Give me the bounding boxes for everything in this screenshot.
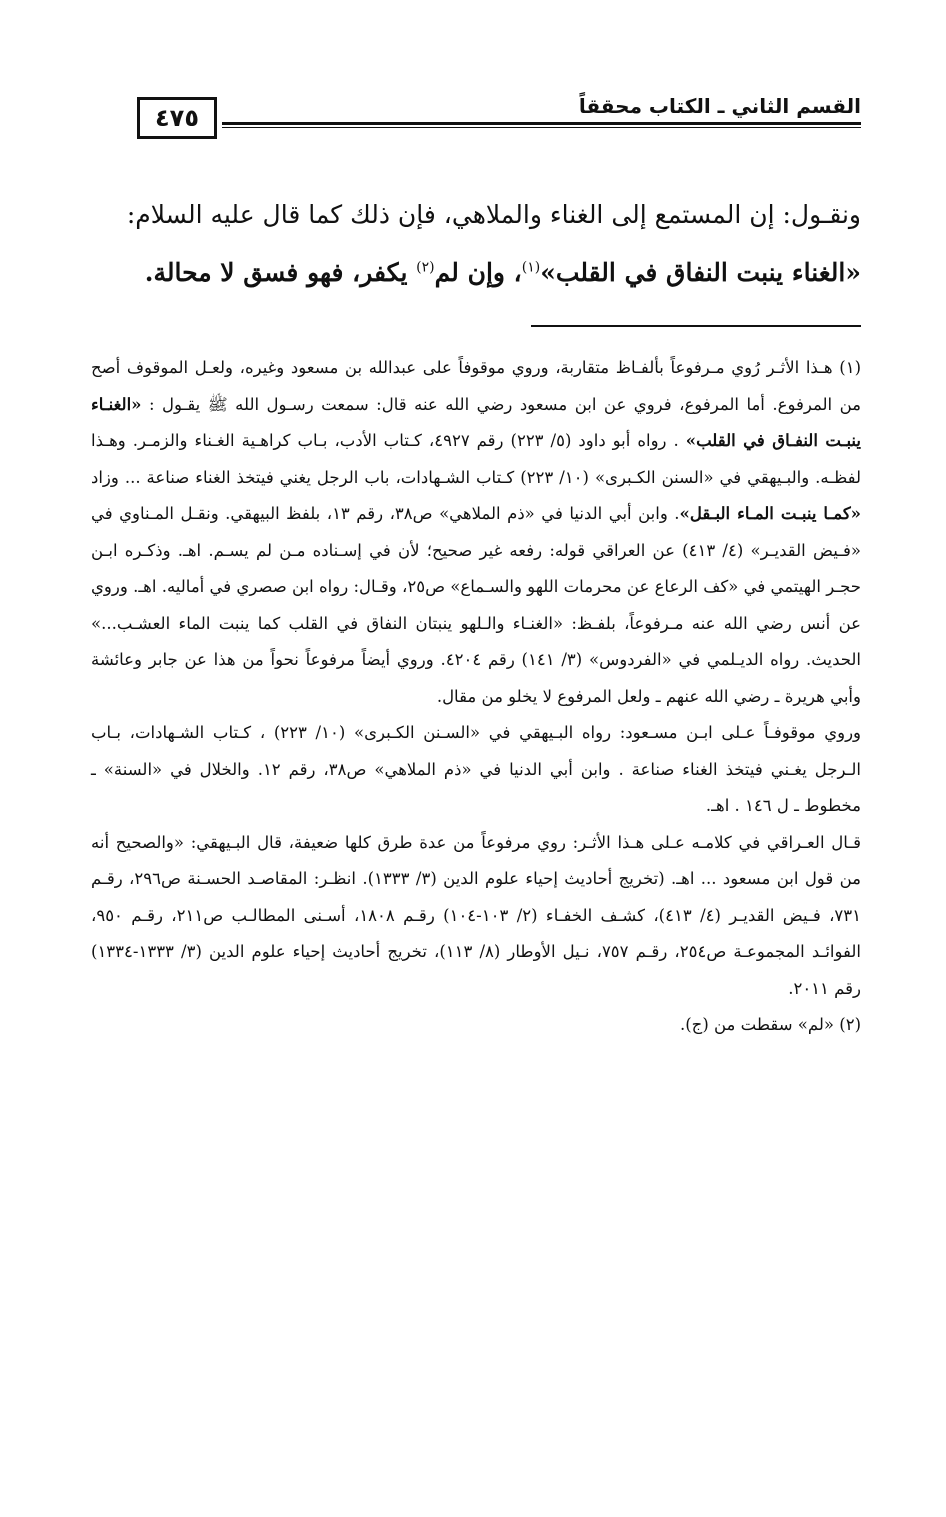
footnotes [91,350,861,1044]
footnote-1 [91,350,861,715]
footnote-2: (٢) «لم» سقطت من (ج). [679,1015,861,1034]
main-line-2 [91,244,861,302]
footnote-1-text-a: (١) هـذا الأثـر رُوي مـرفوعاً بألفـاظ متقاربة، وروي موقوفاً على عبدالله بن مسعود وغيره، ولعـل الموقوف أصح من المرفوع. أما المرفوع، فروي عن ابن مسعود رضي الله عنه قال: سمعت رسـول الله ﷺ يقـول : [91,358,861,414]
running-title: القسم الثاني ـ الكتاب محققاً [578,94,861,118]
footnote-1-quote-b: «كمـا ينبـت المـاء البـقل» [679,504,861,523]
footnote-1-text-b: . رواه أبو داود (٥/ ٢٢٣) رقم ٤٩٢٧، كـتاب الأدب، بـاب كراهـية الغـناء والزمـر. وهـذا لفظـه. والبـيهقي في «السنن الكـبرى» (١٠/ ٢٢٣) كـتاب الشـهادات، باب الرجل يغني فيتخذ الغناء صناعة ... وزاد [91,431,862,487]
footnote-separator [531,325,861,327]
footnote-marker-2: (٢) [416,259,435,276]
main-line-1: ونقـول: إن المستمع إلى الغناء والملاهي، فإن ذلك كما قال عليه السلام: [126,200,861,229]
main-text [91,186,861,302]
main-line-2-end: يكفر، فهو فسق لا محالة. [144,258,417,287]
header-rule [222,122,861,128]
footnote-1-para-3: قـال العـراقي في كلامـه عـلى هـذا الأثـر: روي مرفوعاً من عدة طرق كلها ضعيفة، قال البـيهقي: «والصحيح أنه من قول ابن مسعود ... اهـ. (تخريج أحاديث إحياء علوم الدين (٣/ ١٣٣٣). انظـر: المقاصـد الحسـنة ص٢٩٦، رقـم ٧٣١، فـيض القديـر (٤/ ٤١٣)، كشـف الخفـاء (٢/ ١٠٣-١٠٤) رقـم ١٨٠٨، أسـنى المطالـب ص٢١١، رقـم ٩٥٠، الفوائـد المجموعـة ص٢٥٤، رقـم ٧٥٧، نـيل الأوطار (٨/ ١١٣)، تخريج أحاديث إحياء علوم الدين (٣/ ١٣٣٣-١٣٣٤) رقم ٢٠١١. [91,832,861,998]
footnote-1-quote-a: «الغنـاء ينبـت النفـاق في القلب» [91,394,861,450]
footnote-1-para-2: وروي موقوفـاً عـلى ابـن مسـعود: رواه البـيهقي في «السـنن الكـبرى» (١٠/ ٢٢٣) ، كـتاب الشـهادات، بـاب الـرجل يغـني فيتخذ الغناء صناعة . وابن أبي الدنيا في «ذم الملاهي» ص٣٨، رقم ١٢. والخلال في «السنة» ـ مخطوط ـ ل ١٤٦ . اهـ. [91,723,862,815]
main-line-2-mid: ، وإن لم [434,258,522,287]
footnote-marker-1: (١) [521,259,541,276]
footnote-1-text-c: . وابن أبي الدنيا في «ذم الملاهي» ص٣٨، رقم ١٣، بلفظ البيهقي. ونقـل المـناوي في «فـيض القديـر» (٤/ ٤١٣) عن العراقي قوله: رفعه غير صحيح؛ لأن في إسـناده مـن لم يسـم. اهـ. وذكـره ابـن حجـر الهيتمي في «كف الرعاع عن محرمات اللهو والسـماع» ص٢٥، وقـال: رواه ابن صصري في أماليه. اهـ. وروي عن أنس رضي الله عنه مـرفوعاً، بلفـظ: «الغنـاء والـلهو ينبتان النفاق في القلب كما ينبت الماء العشـب...» الحديث. رواه الديـلمي في «الفردوس» (٣/ ١٤١) رقم ٤٢٠٤. وروي أيضاً مرفوعاً نحواً من هذا عن جابر وعائشة وأبي هريرة ـ رضي الله عنهم ـ ولعل المرفوع لا يخلو من مقال. [91,504,862,706]
page-number: ٤٧٥ [137,97,217,139]
hadith-quote: «الغناء ينبت النفاق في القلب» [540,258,861,287]
